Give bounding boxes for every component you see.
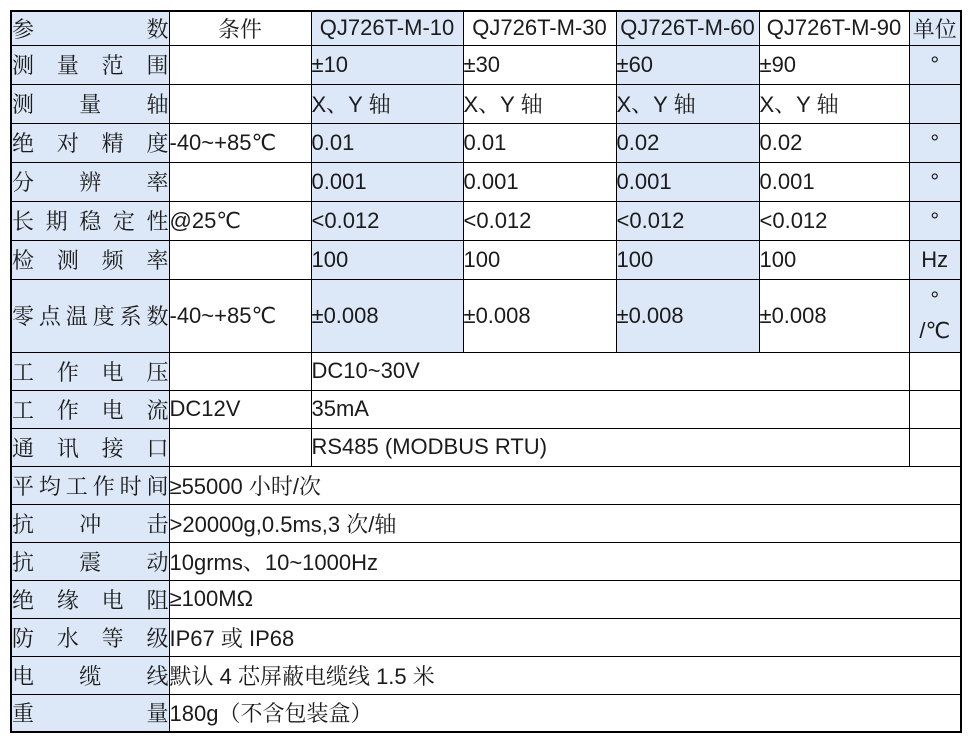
value-cell: 0.001 (463, 162, 616, 201)
table-row (11, 694, 961, 732)
unit-cell (909, 428, 961, 466)
table-row (11, 466, 961, 504)
table-row (11, 279, 961, 352)
header-row (11, 11, 961, 45)
value-cell: X、Y 轴 (311, 84, 463, 123)
param-cell: 检测频率 (11, 240, 169, 279)
header-param: 参数 (11, 11, 169, 45)
param-cell: 零点温度系数 (11, 279, 169, 352)
table-row (11, 45, 961, 84)
merged-value-cell: ≥100MΩ (169, 580, 961, 618)
table-row (11, 542, 961, 580)
table-row (11, 84, 961, 123)
table-row (11, 390, 961, 428)
header-unit: 单位 (909, 11, 961, 45)
condition-cell: -40~+85℃ (169, 279, 311, 352)
value-cell: 100 (463, 240, 616, 279)
param-cell: 抗震动 (11, 542, 169, 580)
header-model-1: QJ726T-M-10 (311, 11, 463, 45)
condition-cell: DC12V (169, 390, 311, 428)
condition-cell (169, 428, 311, 466)
unit-cell (909, 352, 961, 390)
condition-cell (169, 240, 311, 279)
param-cell: 长期稳定性 (11, 201, 169, 240)
merged-value-cell: IP67 或 IP68 (169, 618, 961, 656)
table-row (11, 580, 961, 618)
merged-value-cell: 35mA (311, 390, 909, 428)
value-cell: 0.01 (311, 123, 463, 162)
value-cell: 0.02 (759, 123, 909, 162)
unit-cell: ° (909, 201, 961, 240)
condition-cell (169, 162, 311, 201)
value-cell: ±10 (311, 45, 463, 84)
value-cell: 0.01 (463, 123, 616, 162)
merged-value-cell: DC10~30V (311, 352, 909, 390)
value-cell: ±0.008 (311, 279, 463, 352)
value-cell: ±60 (616, 45, 759, 84)
unit-line-1: ° (930, 286, 940, 312)
table-row (11, 201, 961, 240)
unit-cell (909, 279, 961, 352)
value-cell: 100 (616, 240, 759, 279)
value-cell: ±0.008 (463, 279, 616, 352)
table-row (11, 240, 961, 279)
value-cell: 100 (759, 240, 909, 279)
param-cell: 绝缘电阻 (11, 580, 169, 618)
param-cell: 绝对精度 (11, 123, 169, 162)
merged-value-cell: 180g（不含包装盒） (169, 694, 961, 732)
condition-cell (169, 84, 311, 123)
value-cell: 0.001 (759, 162, 909, 201)
param-cell: 防水等级 (11, 618, 169, 656)
merged-value-cell: >20000g,0.5ms,3 次/轴 (169, 504, 961, 542)
unit-cell: Hz (909, 240, 961, 279)
param-cell: 重量 (11, 694, 169, 732)
value-cell: ±30 (463, 45, 616, 84)
table-row (11, 504, 961, 542)
value-cell: X、Y 轴 (616, 84, 759, 123)
unit-cell: ° (909, 162, 961, 201)
param-cell: 电缆线 (11, 656, 169, 694)
table-row (11, 123, 961, 162)
value-cell: <0.012 (616, 201, 759, 240)
merged-value-cell: 10grms、10~1000Hz (169, 542, 961, 580)
param-cell: 分辨率 (11, 162, 169, 201)
value-cell: <0.012 (759, 201, 909, 240)
value-cell: ±90 (759, 45, 909, 84)
merged-value-cell: RS485 (MODBUS RTU) (311, 428, 909, 466)
value-cell: <0.012 (311, 201, 463, 240)
header-model-3: QJ726T-M-60 (616, 11, 759, 45)
value-cell: 0.02 (616, 123, 759, 162)
merged-value-cell: 默认 4 芯屏蔽电缆线 1.5 米 (169, 656, 961, 694)
condition-cell: -40~+85℃ (169, 123, 311, 162)
param-cell: 抗冲击 (11, 504, 169, 542)
value-cell: X、Y 轴 (759, 84, 909, 123)
unit-line-2: /℃ (919, 318, 951, 344)
param-cell: 工作电流 (11, 390, 169, 428)
value-cell: 100 (311, 240, 463, 279)
table-row (11, 618, 961, 656)
table-row (11, 656, 961, 694)
value-cell: X、Y 轴 (463, 84, 616, 123)
param-cell: 平均工作时间 (11, 466, 169, 504)
merged-value-cell: ≥55000 小时/次 (169, 466, 961, 504)
value-cell: ±0.008 (616, 279, 759, 352)
header-condition: 条件 (169, 11, 311, 45)
table-row (11, 428, 961, 466)
param-cell: 通讯接口 (11, 428, 169, 466)
param-cell: 工作电压 (11, 352, 169, 390)
unit-cell (909, 84, 961, 123)
value-cell: ±0.008 (759, 279, 909, 352)
table-row (11, 162, 961, 201)
table-row (11, 352, 961, 390)
unit-cell: ° (909, 45, 961, 84)
param-cell: 测量轴 (11, 84, 169, 123)
value-cell: <0.012 (463, 201, 616, 240)
value-cell: 0.001 (311, 162, 463, 201)
value-cell: 0.001 (616, 162, 759, 201)
spec-table (10, 10, 962, 733)
condition-cell (169, 352, 311, 390)
header-model-2: QJ726T-M-30 (463, 11, 616, 45)
condition-cell: @25℃ (169, 201, 311, 240)
header-model-4: QJ726T-M-90 (759, 11, 909, 45)
param-cell: 测量范围 (11, 45, 169, 84)
condition-cell (169, 45, 311, 84)
unit-stack (910, 280, 961, 352)
unit-cell: ° (909, 123, 961, 162)
unit-cell (909, 390, 961, 428)
